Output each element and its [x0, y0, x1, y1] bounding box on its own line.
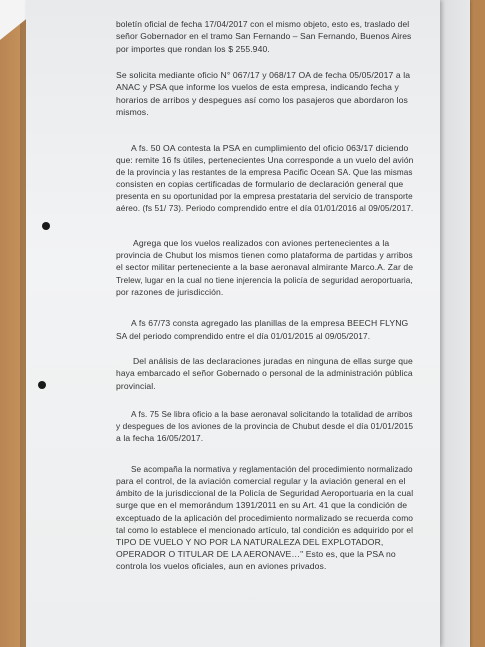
text-line: horarios de arribos y despegues así como los pasajeros que abordaron los: [116, 95, 408, 105]
text-line: tal como lo establece el mencionado artículo, tal condición es adquirido por el: [116, 525, 414, 535]
text-line: a la fecha 16/05/2017.: [116, 433, 204, 443]
text-line: señor Gobernador en el tramo San Fernando – San Fernando, Buenos Aires: [116, 31, 412, 41]
text-line: Se acompaña la normativa y reglamentación del procedimiento normalizado: [131, 464, 413, 474]
text-line: A fs. 75 Se libra oficio a la base aeronaval solicitando la totalidad de arribos: [131, 409, 413, 419]
text-line: por importes que rondan los $ 255.940.: [116, 44, 270, 54]
text-line: haya embarcado el señor Gobernado o personal de la administración pública: [116, 368, 413, 378]
text-line: Del análisis de las declaraciones juradas en ninguna de ellas surge que: [133, 356, 413, 366]
text-line: ANAC y PSA que informe los vuelos de esta empresa, indicando fecha y: [116, 82, 399, 92]
text-line: de la provincia y las restantes de la empresa Pacific Ocean SA. Que las mismas: [116, 167, 413, 177]
text-line: presenta en su oportunidad por la empresa prestataria del servicio de transporte: [116, 191, 413, 201]
text-line: provincia de Chubut los mismos tienen como plataforma de partidas y arribos: [116, 250, 413, 260]
text-line: que: remite 16 fs útiles, pertenecientes Una corresponde a un vuelo del avión: [116, 155, 414, 165]
text-line: el sector militar perteneciente a la base aeronaval almirante Marco.A. Zar de: [116, 262, 414, 272]
text-line: SA del periodo comprendido entre el día 01/01/2015 al 09/05/2017.: [116, 331, 371, 341]
text-line: Agrega que los vuelos realizados con aviones pertenecientes a la: [133, 238, 390, 248]
text-line: ámbito de la jurisdiccional de la Policía de Seguridad Aeroportuaria en la cual: [116, 488, 414, 498]
binder-hole-bottom: [38, 381, 46, 389]
text-line: TIPO DE VUELO Y NO POR LA NATURALEZA DEL EXPLOTADOR,: [116, 537, 384, 547]
binder-hole-top: [42, 222, 50, 230]
text-line: aéreo. (fs 51/ 73). Periodo comprendido entre el día 01/01/2016 al 09/05/2017.: [116, 203, 414, 213]
text-line: mismos.: [116, 107, 149, 117]
text-line: OPERADOR O TITULAR DE LA AERONAVE…" Esto es, que la PSA no: [116, 549, 396, 559]
text-line: exceptuado de la aplicación del procedimiento normalizado se recuerda como: [116, 513, 414, 523]
text-line: y despegues de los aviones de la provincia de Chubut desde el día 01/01/2015: [116, 421, 414, 431]
text-line: Trelew, lugar en la cual no tiene injerencia la policía de seguridad aeroportuaria,: [116, 275, 413, 285]
text-line: A fs 67/73 consta agregado las planillas de la empresa BEECH FLYNG: [131, 318, 409, 328]
text-line: consisten en copias certificadas de formulario de declaración general que: [116, 179, 404, 189]
text-line: Se solicita mediante oficio N° 067/17 y 068/17 OA de fecha 05/05/2017 a la: [116, 70, 411, 80]
text-line: por razones de jurisdicción.: [116, 287, 224, 297]
text-line: provincial.: [116, 381, 156, 391]
text-line: para el control, de la aviación comercial regular y la aviación general en el: [116, 476, 406, 486]
text-line: boletín oficial de fecha 17/04/2017 con el mismo objeto, esto es, traslado del: [116, 19, 410, 29]
text-line: controla los vuelos oficiales, aun en aviones privados.: [116, 561, 327, 571]
text-line: A fs. 50 OA contesta la PSA en cumplimiento del oficio 063/17 diciendo: [131, 143, 409, 153]
text-line: surge que en el memorándum 1391/2011 en su Art. 41 que la condición de: [116, 500, 408, 510]
